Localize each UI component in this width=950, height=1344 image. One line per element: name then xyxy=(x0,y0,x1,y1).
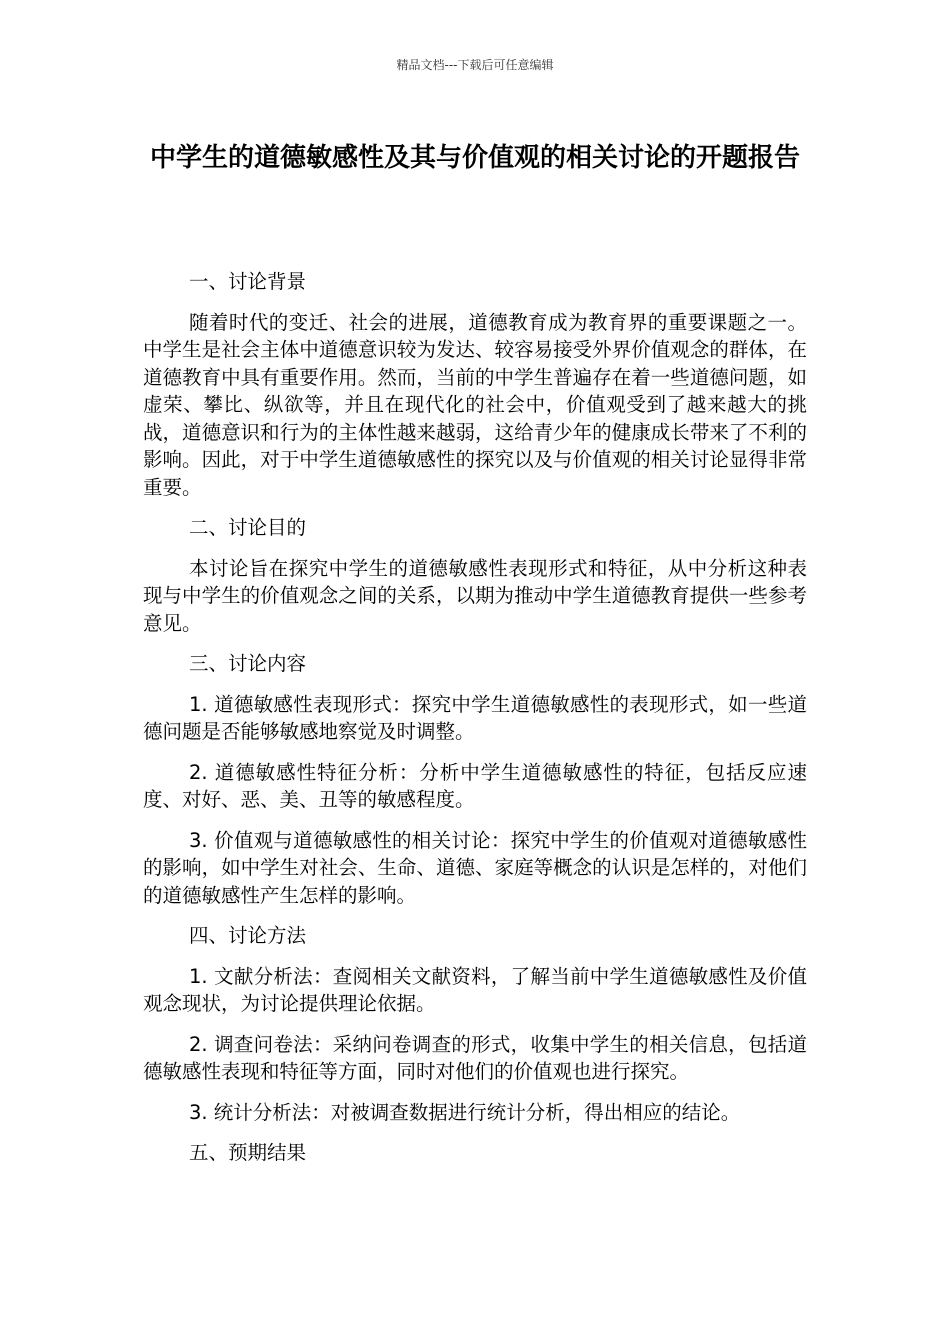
paragraph-method-1: 1. 文献分析法：查阅相关文献资料，了解当前中学生道德敏感性及价值观念现状，为讨论提供理论依据。 xyxy=(143,964,807,1015)
paragraph-method-3: 3. 统计分析法：对被调查数据进行统计分析，得出相应的结论。 xyxy=(189,1100,741,1124)
paragraph-background: 随着时代的变迁、社会的进展，道德教育成为教育界的重要课题之一。中学生是社会主体中道德意识较为发达、较容易接受外界价值观念的群体，在道德教育中具有重要作用。然而，当前的中学生普遍存在着一些道德问题，如虚荣、攀比、纵欲等，并且在现代化的社会中，价值观受到了越来越大的挑战，道德意识和行为的主体性越来越弱，这给青少年的健康成长带来了不利的影响。因此，对于中学生道德敏感性的探究以及与价值观的相关讨论显得非常重要。 xyxy=(143,310,807,499)
paragraph-content-1: 1. 道德敏感性表现形式：探究中学生道德敏感性的表现形式，如一些道德问题是否能够敏感地察觉及时调整。 xyxy=(143,692,807,743)
section-heading-background: 一、讨论背景 xyxy=(189,270,307,293)
document-body xyxy=(143,268,807,1180)
paragraph-content-2: 2. 道德敏感性特征分析：分析中学生道德敏感性的特征，包括反应速度、对好、恶、美、丑等的敏感程度。 xyxy=(143,760,807,811)
section-heading-content: 三、讨论内容 xyxy=(189,652,307,675)
section-heading-method: 四、讨论方法 xyxy=(189,924,307,947)
document-title: 中学生的道德敏感性及其与价值观的相关讨论的开题报告 xyxy=(149,143,800,173)
paragraph-content-3: 3. 价值观与道德敏感性的相关讨论：探究中学生的价值观对道德敏感性的影响，如中学生对社会、生命、道德、家庭等概念的认识是怎样的，对他们的道德敏感性产生怎样的影响。 xyxy=(143,828,807,907)
section-heading-expected-results: 五、预期结果 xyxy=(189,1141,307,1164)
paragraph-method-2: 2. 调查问卷法：采纳问卷调查的形式，收集中学生的相关信息，包括道德敏感性表现和特征等方面，同时对他们的价值观也进行探究。 xyxy=(143,1032,807,1083)
paragraph-purpose: 本讨论旨在探究中学生的道德敏感性表现形式和特征，从中分析这种表现与中学生的价值观念之间的关系，以期为推动中学生道德教育提供一些参考意见。 xyxy=(143,556,807,635)
section-heading-purpose: 二、讨论目的 xyxy=(189,516,307,539)
page-header: 精品文档---下载后可任意编辑 xyxy=(396,58,554,72)
